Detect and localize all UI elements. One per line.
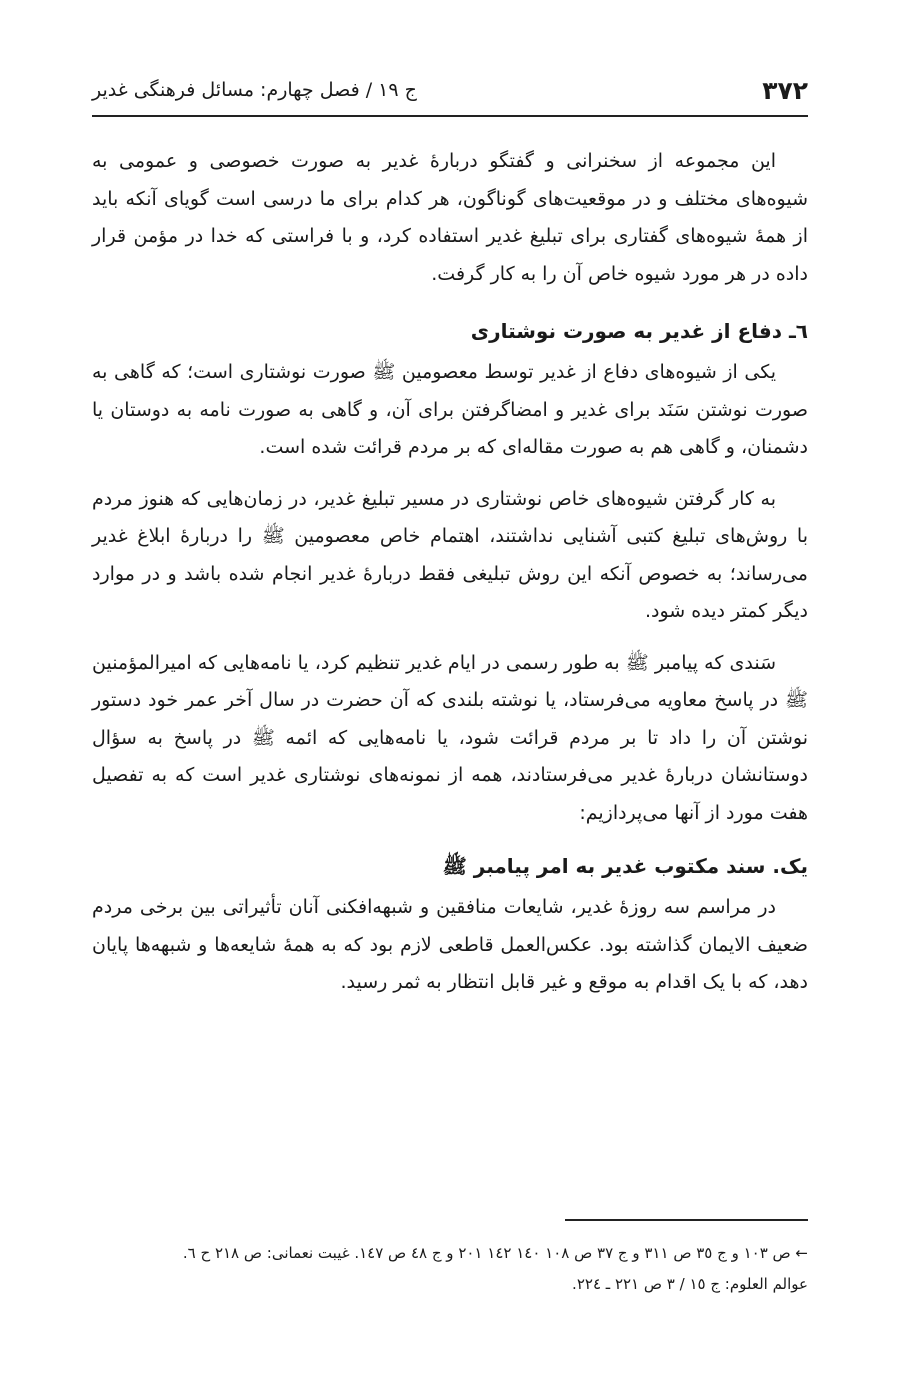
page-number: ٣٧٢ xyxy=(762,75,808,105)
footnote-line: عوالم العلوم: ج ١٥ / ٣ ص ٢٢١ ـ ٢٢٤. xyxy=(572,1275,808,1293)
footnote-divider xyxy=(565,1219,808,1221)
paragraph-intro: این مجموعه از سخنرانی و گفتگو دربارۀ غدیر به صورت خصوصی و عمومی به شیوه‌های مختلف و در موقعیت‌های گوناگون، هر کدام برای ما درسی است گویای آنکه باید از همۀ شیوه‌های گفتاری برای تبلیغ غدیر استفاده کرد، و با فراستی که خدا در مؤمن قرار داده در هر مورد شیوه خاص آن را به کار گرفت. xyxy=(92,150,808,285)
paragraph-written-defense-2: به کار گرفتن شیوه‌های خاص نوشتاری در مسیر تبلیغ غدیر، در زمان‌هایی که هنوز مردم با روش‌های تبلیغ کتبی آشنایی نداشتند، اهتمام خاص معصومین ﷺ را دربارۀ ابلاغ غدیر می‌رساند؛ به خصوص آنکه این روش تبلیغی فقط دربارۀ غدیر انجام شده باشد و در موارد دیگر کمتر دیده شود. xyxy=(92,487,808,622)
running-head xyxy=(92,70,808,110)
footnote-line: ← ص ١٠٣ و ج ٣٥ ص ٣١١ و ج ٣٧ ص ١٠٨ ١٤٠ ١٤٢ ٢٠١ و ج ٤٨ ص ١٤٧. غیبت نعمانی: ص ٢١٨ ح ٦. xyxy=(182,1244,808,1262)
chapter-title: ج ١٩ / فصل چهارم: مسائل فرهنگی غدیر xyxy=(92,79,417,101)
paragraph-written-document: در مراسم سه روزۀ غدیر، شایعات منافقین و شبهه‌افکنی آنان تأثیراتی بین برخی مردم ضعیف الایمان گذاشته بود. عکس‌العمل قاطعی لازم بود که به همۀ شایعه‌ها و شبهه‌ها پایان دهد، که با یک اقدام به موقع و غیر قابل انتظار به ثمر رسید. xyxy=(92,896,808,993)
paragraph-written-defense-1: یکی از شیوه‌های دفاع از غدیر توسط معصومین ﷺ صورت نوشتاری است؛ که گاهی به صورت نوشتن سَنَد برای غدیر و امضاگرفتن برای آن، و گاهی به صورت نامه به دوستان یا دشمنان، و گاهی هم به صورت مقاله‌ای که بر مردم قرائت شده است. xyxy=(92,361,808,458)
subsection-heading-written-document: یک. سند مکتوب غدیر به امر پیامبر ﷺ xyxy=(442,854,808,878)
section-heading-written-defense: ٦ـ دفاع از غدیر به صورت نوشتاری xyxy=(470,319,808,343)
footnotes xyxy=(92,1238,808,1300)
body-text xyxy=(92,143,808,1002)
header-divider xyxy=(92,115,808,117)
book-page xyxy=(92,0,808,1390)
paragraph-written-defense-3: سَندی که پیامبر ﷺ به طور رسمی در ایام غدیر تنظیم کرد، یا نامه‌هایی که امیرالمؤمنین ﷺ در پاسخ معاویه می‌فرستاد، یا نوشته بلندی که آن حضرت در سال آخر عمر خود دستور نوشتن آن را داد تا بر مردم قرائت شود، یا نامه‌هایی که ائمه ﷺ در پاسخ به سؤال دوستانشان دربارۀ غدیر می‌فرستادند، همه از نمونه‌های نوشتاری غدیر است که به تفصیل هفت مورد از آنها می‌پردازیم: xyxy=(92,651,808,824)
